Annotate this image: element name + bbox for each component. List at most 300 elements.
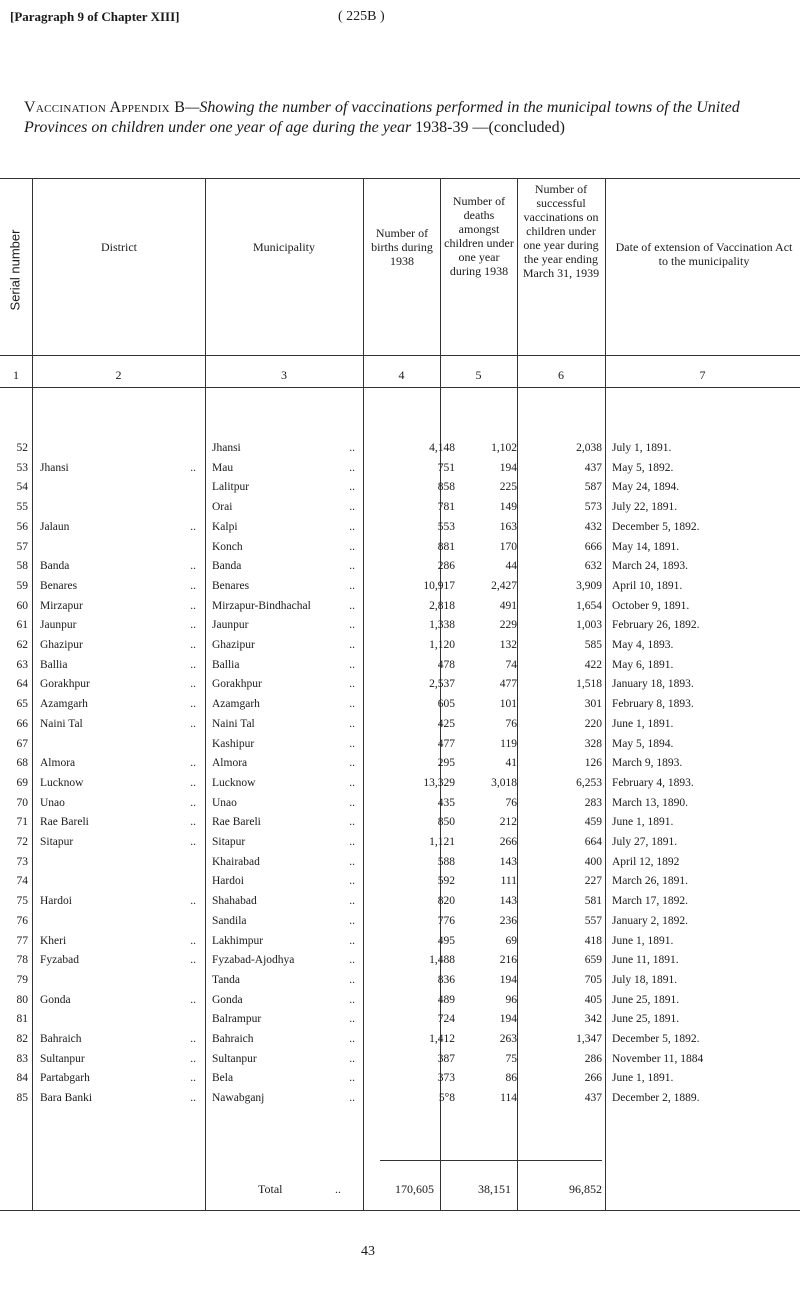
leader-dots: .. [190,954,196,967]
colnum-7: 7 [699,368,706,382]
date-cell: June 25, 1891. [612,993,680,1006]
deaths-cell: 101 [499,698,517,711]
leader-dots: .. [349,954,355,967]
date-cell: January 2, 1892. [612,914,689,927]
table-row [0,913,800,930]
births-cell: 13,329 [423,776,455,789]
serial-cell: 78 [16,954,28,967]
serial-cell: 70 [16,796,28,809]
district-cell: Jalaun [40,520,70,533]
serial-cell: 71 [16,816,28,829]
leader-dots: .. [190,776,196,789]
births-cell: 478 [437,658,455,671]
municipality-cell: Lucknow [212,776,256,789]
leader-dots: .. [349,698,355,711]
leader-dots: .. [349,836,355,848]
district-cell: Gonda [40,993,71,1006]
births-cell: 435 [437,796,455,809]
table-row [0,992,800,1009]
date-cell: May 24, 1894. [612,481,680,494]
deaths-cell: 491 [499,599,517,612]
births-cell: 1,412 [429,1033,455,1045]
vaccinations-cell: 585 [584,639,602,651]
births-cell: 881 [437,540,455,553]
deaths-cell: 143 [499,895,517,908]
deaths-cell: 96 [505,993,517,1006]
leader-dots: .. [349,1033,355,1045]
births-cell: 1,338 [429,619,455,632]
district-cell: Mirzapur [40,599,83,612]
table-row [0,1011,800,1028]
serial-cell: 79 [16,973,28,986]
leader-dots: .. [349,993,355,1006]
column-number-rule [0,387,800,388]
vaccinations-cell: 581 [584,895,602,908]
date-cell: March 13, 1890. [612,796,689,809]
serial-cell: 52 [16,442,28,454]
births-cell: 820 [437,895,455,908]
births-cell: 836 [437,973,455,986]
births-cell: 373 [437,1072,455,1085]
district-cell: Almora [40,757,76,770]
date-cell: April 12, 1892 [612,855,680,868]
vaccinations-cell: 1,003 [576,619,602,632]
vaccinations-cell: 328 [584,737,602,750]
deaths-cell: 263 [499,1033,517,1045]
serial-cell: 64 [16,678,28,691]
date-cell: May 5, 1894. [612,737,674,750]
vaccinations-cell: 418 [584,934,602,947]
births-cell: 489 [437,993,455,1006]
births-cell: 751 [437,461,455,474]
date-cell: November 11, 1884 [612,1052,704,1065]
vaccinations-cell: 432 [584,520,602,533]
leader-dots: .. [190,1092,196,1105]
colnum-2: 2 [115,368,122,382]
date-cell: April 10, 1891. [612,579,683,592]
serial-cell: 84 [16,1072,28,1085]
municipality-cell: Rae Bareli [212,816,261,829]
date-cell: February 4, 1893. [612,776,694,789]
table-row [0,657,800,674]
district-cell: Ghazipur [40,639,83,651]
table-row [0,519,800,536]
colnum-4: 4 [398,368,405,382]
serial-cell: 54 [16,481,28,494]
table-row [0,873,800,890]
municipality-cell: Nawabganj [212,1092,265,1105]
leader-dots: .. [190,757,196,770]
vaccinations-cell: 587 [584,481,602,494]
date-cell: February 8, 1893. [612,698,694,711]
births-cell: 5°8 [438,1092,455,1105]
municipality-cell: Jaunpur [212,619,249,632]
district-cell: Unao [40,796,65,809]
date-cell: June 25, 1891. [612,1013,680,1026]
deaths-cell: 86 [505,1072,517,1085]
serial-cell: 58 [16,560,28,573]
leader-dots: .. [349,914,355,927]
district-cell: Benares [40,579,78,592]
municipality-cell: Ghazipur [212,639,255,651]
total-births: 170,605 [395,1182,434,1196]
colnum-3: 3 [281,368,287,382]
header-bottom-rule [0,355,800,356]
vaccinations-cell: 664 [584,836,602,848]
date-cell: July 1, 1891. [612,442,672,454]
district-cell: Sultanpur [40,1052,85,1065]
table-row [0,755,800,772]
table-row [0,617,800,634]
vaccinations-cell: 220 [584,717,602,730]
leader-dots: .. [190,816,196,829]
leader-dots: .. [190,520,196,533]
table-row [0,775,800,792]
district-cell: Hardoi [40,895,72,908]
district-cell: Lucknow [40,776,84,789]
district-cell: Azamgarh [40,698,88,711]
deaths-cell: 477 [499,678,517,691]
leader-dots: .. [190,1072,196,1085]
table-row [0,696,800,713]
municipality-cell: Bela [212,1072,234,1085]
table-row [0,1070,800,1087]
deaths-cell: 119 [500,737,517,750]
header-municipality: Municipality [253,240,315,254]
vaccinations-cell: 266 [584,1072,602,1085]
leader-dots: .. [349,895,355,908]
births-cell: 2,537 [429,678,455,691]
leader-dots: .. [349,560,355,573]
births-cell: 2,818 [429,599,455,612]
date-cell: June 1, 1891. [612,717,674,730]
serial-cell: 72 [16,836,28,848]
table-row [0,637,800,654]
municipality-cell: Fyzabad-Ajodhya [212,954,295,967]
vaccinations-cell: 557 [584,914,602,927]
leader-dots: .. [349,619,355,632]
serial-cell: 55 [16,501,28,514]
leader-dots: .. [349,520,355,533]
leader-dots: .. [190,1033,196,1045]
vaccinations-cell: 659 [584,954,602,967]
leader-dots: .. [349,678,355,691]
municipality-cell: Gonda [212,993,243,1006]
vaccinations-cell: 3,909 [576,579,602,592]
births-cell: 387 [437,1052,455,1065]
date-cell: June 1, 1891. [612,816,674,829]
municipality-cell: Kalpi [212,520,238,533]
table-row [0,893,800,910]
date-cell: May 4, 1893. [612,639,674,651]
table-row [0,578,800,595]
colnum-6: 6 [558,368,564,382]
district-cell: Ballia [40,658,68,671]
serial-cell: 66 [16,717,28,730]
vaccinations-cell: 705 [584,973,602,986]
date-cell: October 9, 1891. [612,599,690,612]
deaths-cell: 2,427 [491,579,517,592]
serial-cell: 85 [16,1092,28,1105]
serial-cell: 77 [16,934,28,947]
serial-cell: 67 [16,737,28,750]
date-cell: June 11, 1891. [612,954,679,967]
deaths-cell: 194 [499,1013,517,1026]
serial-cell: 59 [16,579,28,592]
district-cell: Fyzabad [40,954,79,967]
deaths-cell: 44 [505,560,517,573]
leader-dots: .. [349,934,355,947]
colnum-5: 5 [475,368,482,382]
deaths-cell: 212 [499,816,517,829]
district-cell: Banda [40,560,70,573]
leader-dots: .. [190,579,196,592]
date-cell: May 6, 1891. [612,658,674,671]
vaccinations-cell: 286 [584,1052,602,1065]
district-cell: Naini Tal [40,717,83,730]
district-cell: Rae Bareli [40,816,89,829]
leader-dots: .. [190,619,196,632]
births-cell: 781 [437,501,455,514]
births-cell: 1,120 [429,639,455,651]
deaths-cell: 143 [499,855,517,868]
vaccinations-cell: 422 [584,658,602,671]
serial-cell: 73 [16,855,28,868]
births-cell: 592 [437,875,455,888]
table-row [0,716,800,733]
table-row [0,834,800,851]
leader-dots: .. [349,442,355,454]
municipality-cell: Lakhimpur [212,934,264,947]
vaccinations-cell: 283 [584,796,602,809]
serial-cell: 62 [16,639,28,651]
vaccinations-cell: 342 [584,1013,602,1026]
table-bottom-rule [0,1210,800,1211]
municipality-cell: Lalitpur [212,481,250,494]
table-row [0,814,800,831]
leader-dots: .. [190,993,196,1006]
births-cell: 858 [437,481,455,494]
leader-dots: .. [349,540,355,553]
date-cell: December 2, 1889. [612,1092,700,1105]
serial-cell: 56 [16,520,28,533]
total-dots: .. [335,1182,341,1196]
municipality-cell: Benares [212,579,250,592]
date-cell: May 5, 1892. [612,461,674,474]
deaths-cell: 75 [505,1052,517,1065]
municipality-cell: Gorakhpur [212,678,262,691]
leader-dots: .. [349,757,355,770]
municipality-cell: Balrampur [212,1013,262,1026]
leader-dots: .. [190,895,196,908]
births-cell: 4,148 [429,442,455,454]
deaths-cell: 74 [505,658,517,671]
deaths-cell: 216 [499,954,517,967]
vaccinations-cell: 632 [584,560,602,573]
births-cell: 850 [437,816,455,829]
footer-page-number: 43 [361,1244,375,1259]
leader-dots: .. [349,796,355,809]
leader-dots: .. [349,737,355,750]
table-top-rule [0,178,800,179]
leader-dots: .. [190,796,196,809]
leader-dots: .. [349,816,355,829]
leader-dots: .. [349,658,355,671]
vaccinations-cell: 126 [584,757,602,770]
deaths-cell: 132 [499,639,517,651]
date-cell: March 9, 1893. [612,757,683,770]
header-vaccinations: Number of successful vaccinations on children under one year during the year ending March 31, 1939 [522,182,600,280]
deaths-cell: 3,018 [491,776,517,789]
leader-dots: .. [349,1013,355,1026]
vaccinations-cell: 437 [584,461,602,474]
leader-dots: .. [349,481,355,494]
births-cell: 286 [437,560,455,573]
table-row [0,933,800,950]
serial-cell: 80 [16,993,28,1006]
births-cell: 495 [437,934,455,947]
table-row [0,795,800,812]
deaths-cell: 1,102 [491,442,517,454]
deaths-cell: 149 [499,501,517,514]
date-cell: March 17, 1892. [612,895,689,908]
municipality-cell: Tanda [212,973,240,986]
table-row [0,460,800,477]
municipality-cell: Sitapur [212,836,246,848]
deaths-cell: 194 [499,973,517,986]
district-cell: Bahraich [40,1033,82,1045]
header-district: District [101,240,137,254]
table-row [0,1051,800,1068]
date-cell: July 27, 1891. [612,836,678,848]
vaccinations-cell: 573 [584,501,602,514]
table-row [0,558,800,575]
leader-dots: .. [349,501,355,514]
municipality-cell: Banda [212,560,242,573]
table-row [0,1090,800,1107]
serial-cell: 61 [16,619,28,632]
paragraph-reference: [Paragraph 9 of Chapter XIII] [10,9,180,24]
deaths-cell: 69 [505,934,517,947]
leader-dots: .. [190,698,196,711]
births-cell: 295 [437,757,455,770]
table-row [0,972,800,989]
leader-dots: .. [349,461,355,474]
municipality-cell: Konch [212,540,243,553]
vaccinations-cell: 227 [584,875,602,888]
serial-cell: 57 [16,540,28,553]
municipality-cell: Khairabad [212,855,260,868]
page-number: ( 225B ) [338,9,385,24]
date-cell: June 1, 1891. [612,934,674,947]
title-description: —Showing the number of vaccinations performed in the municipal towns of the United Provinces on children under one year of age during the year [24,99,740,136]
date-cell: January 18, 1893. [612,678,694,691]
leader-dots: .. [190,658,196,671]
leader-dots: .. [190,599,196,612]
municipality-cell: Orai [212,501,233,514]
municipality-cell: Almora [212,757,248,770]
municipality-cell: Shahabad [212,895,257,908]
leader-dots: .. [190,1052,196,1065]
deaths-cell: 229 [499,619,517,632]
date-cell: February 26, 1892. [612,619,700,632]
date-cell: July 18, 1891. [612,973,678,986]
district-cell: Sitapur [40,836,74,848]
total-vaccinations: 96,852 [569,1182,602,1196]
table-row [0,1031,800,1048]
municipality-cell: Kashipur [212,737,255,750]
vaccinations-cell: 405 [584,993,602,1006]
municipality-cell: Unao [212,796,237,809]
table-row [0,440,800,457]
municipality-cell: Hardoi [212,875,244,888]
date-cell: December 5, 1892. [612,1033,700,1045]
vaccinations-cell: 1,654 [576,599,602,612]
header-births: Number of births during 1938 [371,226,433,268]
table-row [0,598,800,615]
deaths-cell: 266 [499,836,517,848]
deaths-cell: 76 [505,796,517,809]
district-cell: Kheri [40,934,67,947]
district-cell: Bara Banki [40,1092,93,1105]
serial-cell: 69 [16,776,28,789]
deaths-cell: 41 [505,757,517,770]
vaccinations-cell: 400 [584,855,602,868]
leader-dots: .. [349,776,355,789]
serial-cell: 82 [16,1033,28,1045]
total-top-rule [380,1160,602,1161]
vaccinations-cell: 1,347 [576,1033,602,1045]
municipality-cell: Ballia [212,658,240,671]
date-cell: June 1, 1891. [612,1072,674,1085]
serial-cell: 68 [16,757,28,770]
births-cell: 10,917 [423,579,455,592]
leader-dots: .. [349,1072,355,1085]
district-cell: Jhansi [40,461,69,474]
date-cell: March 26, 1891. [612,875,689,888]
serial-cell: 53 [16,461,28,474]
deaths-cell: 236 [499,914,517,927]
births-cell: 553 [437,520,455,533]
deaths-cell: 194 [499,461,517,474]
serial-cell: 60 [16,599,28,612]
table-row [0,479,800,496]
leader-dots: .. [190,560,196,573]
serial-cell: 74 [16,875,28,888]
leader-dots: .. [190,934,196,947]
date-cell: May 14, 1891. [612,540,680,553]
serial-cell: 76 [16,914,28,927]
vaccinations-cell: 2,038 [576,442,602,454]
total-label: Total [258,1182,283,1196]
vaccinations-cell: 437 [584,1092,602,1105]
municipality-cell: Mau [212,461,234,474]
births-cell: 588 [437,855,455,868]
municipality-cell: Bahraich [212,1033,254,1045]
header-deaths: Number of deaths amongst children under one year during 1938 [444,194,514,278]
vaccinations-cell: 6,253 [576,776,602,789]
municipality-cell: Sultanpur [212,1052,257,1065]
leader-dots: .. [349,639,355,651]
serial-cell: 65 [16,698,28,711]
municipality-cell: Mirzapur-Bindhachal [212,599,311,612]
district-cell: Partabgarh [40,1072,90,1085]
leader-dots: .. [349,973,355,986]
leader-dots: .. [190,678,196,691]
title-tail: 1938-39 —(concluded) [411,119,565,136]
deaths-cell: 163 [499,520,517,533]
leader-dots: .. [349,717,355,730]
